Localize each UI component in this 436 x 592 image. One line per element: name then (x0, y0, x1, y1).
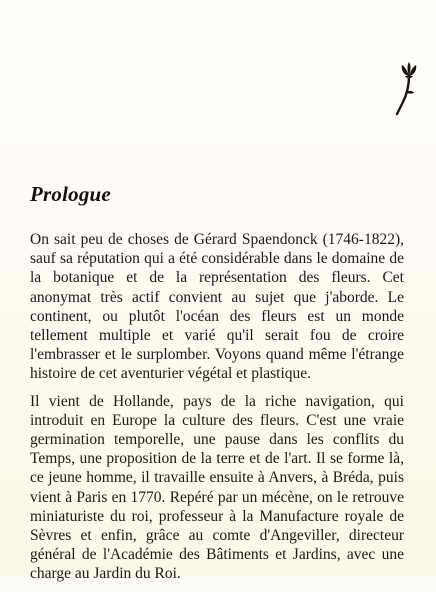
paragraph: On sait peu de choses de Gérard Spaendonck (1746-1822), sauf sa réputation qui a été considérable dans le domaine de la botanique et de la représentation des fleurs. Cet anonymat très actif convient au sujet que j'aborde. Le continent, ou plutôt l'océan des fleurs est un monde tellement multiple et varié qu'il serait fou de croire l'embrasser et le surplomber. Voyons quand même l'étrange histoire de cet aventurier végétal et plastique. (30, 231, 404, 383)
body-text (30, 230, 404, 592)
flower-icon (394, 60, 420, 116)
paragraph: Il vient de Hollande, pays de la riche navigation, qui introduit en Europe la culture des fleurs. C'est une vraie germination temporelle, une pause dans les conflits du Temps, une proposition de la terre et de l'art. Il se forme là, ce jeune homme, il travaille ensuite à Anvers, à Bréda, puis vient à Paris en 1770. Repéré par un mécène, on le retrouve miniaturiste du roi, professeur à la Manufacture royale de Sèvres et enfin, grâce au comte d'Angeviller, directeur général de l'Académie des Bâtiments et Jardins, avec une charge au Jardin du Roi. (30, 392, 404, 583)
page-title: Prologue (30, 182, 111, 206)
